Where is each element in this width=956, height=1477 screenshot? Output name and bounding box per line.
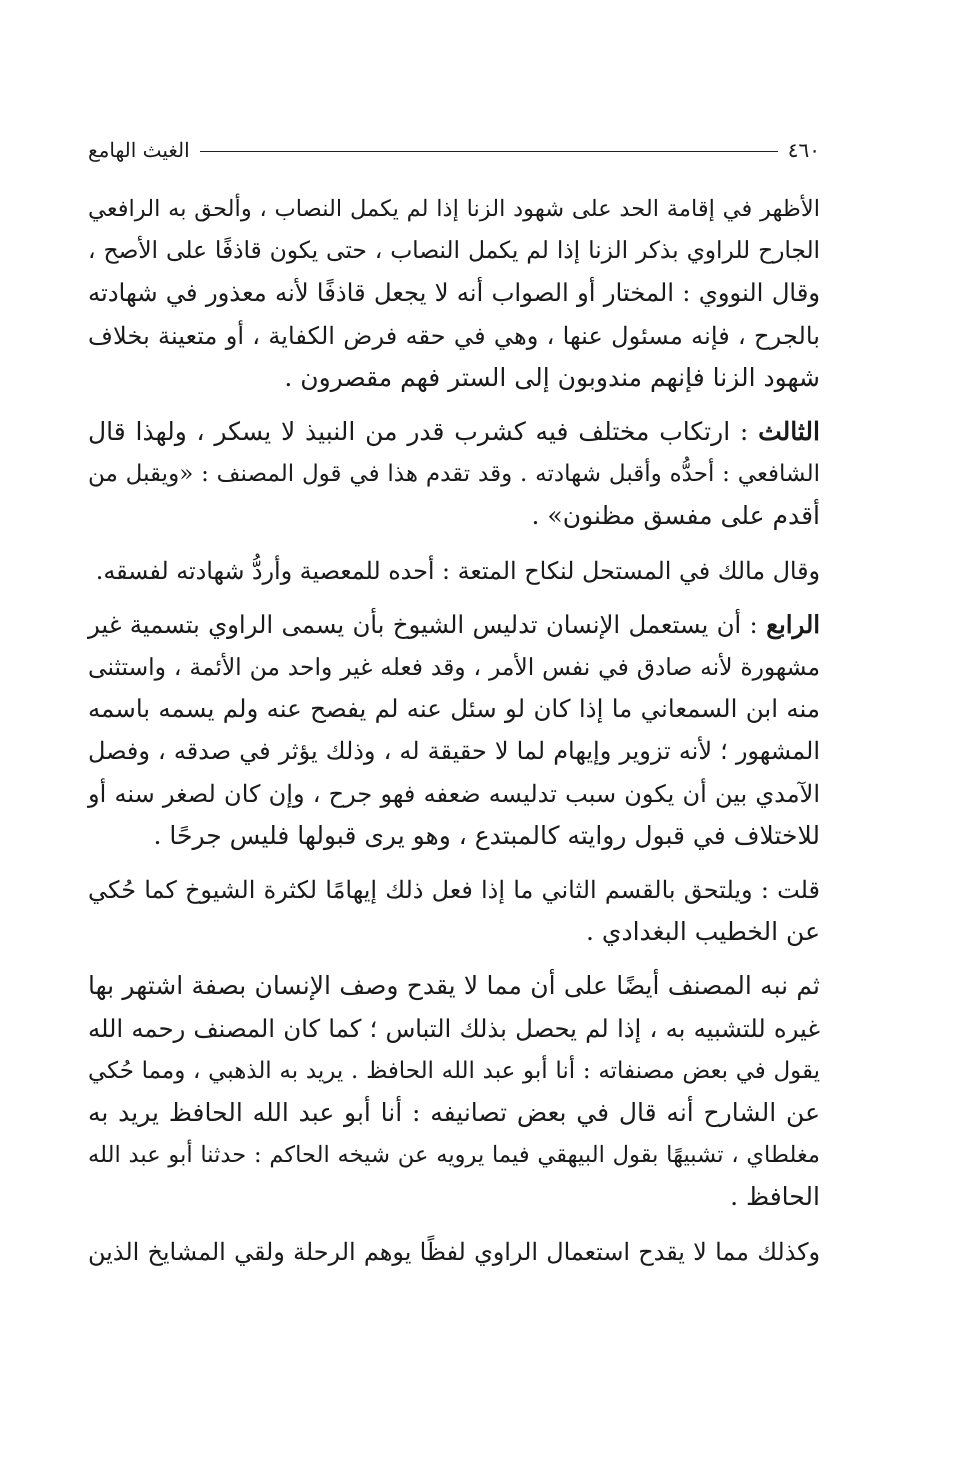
text-line: للاختلاف في قبول روايته كالمبتدع ، وهو يرى قبولها فليس جرحًا .	[153, 820, 820, 850]
text-line: عن الخطيب البغدادي .	[586, 917, 820, 947]
text-line: غيره للتشبيه به ، إذا لم يحصل بذلك التباس ؛ كما كان المصنف رحمه الله	[88, 1013, 820, 1043]
header-rule	[200, 151, 778, 152]
text-line: الآمدي بين أن يكون سبب تدليسه ضعفه فهو جرح ، وإن كان لصغر سنه أو	[88, 779, 820, 808]
section-keyword: الرابع	[766, 609, 820, 639]
text-line	[88, 604, 820, 646]
text-line: بالجرح ، فإنه مسئول عنها ، وهي في حقه فرض الكفاية ، أو متعينة بخلاف	[88, 321, 820, 350]
text-line: يقول في بعض مصنفاته : أنا أبو عبد الله الحافظ . يريد به الذهبي ، ومما حُكي	[88, 1057, 820, 1084]
paragraph-6	[88, 965, 820, 1218]
paragraph-3	[88, 550, 820, 592]
document-page	[88, 122, 820, 1285]
text-line: الحافظ .	[730, 1182, 820, 1212]
text-line: قلت : ويلتحق بالقسم الثاني ما إذا فعل ذلك إيهامًا لكثرة الشيوخ كما حُكي	[88, 876, 820, 905]
text-line: مشهورة لأنه صادق في نفس الأمر ، وقد فعله غير واحد من الأئمة ، واستثنى	[88, 653, 820, 682]
paragraph-7	[88, 1231, 820, 1273]
text-line: الأظهر في إقامة الحد على شهود الزنا إذا لم يكمل النصاب ، وألحق به الرافعي	[88, 196, 820, 222]
text-run: : أن يستعمل الإنسان تدليس الشيوخ بأن يسمى الراوي بتسمية غير	[88, 609, 767, 639]
paragraph-4	[88, 604, 820, 857]
text-line: وقال مالك في المستحل لنكاح المتعة : أحده للمعصية وأردُّ شهادته لفسقه.	[95, 556, 820, 585]
text-line: المشهور ؛ لأنه تزوير وإيهام لما لا حقيقة له ، وذلك يؤثر في صدقه ، وفصل	[88, 737, 820, 766]
text-line: شهود الزنا فإنهم مندوبون إلى الستر فهم مقصرون .	[284, 362, 820, 392]
section-keyword: الثالث	[758, 417, 820, 447]
text-run: : ارتكاب مختلف فيه كشرب قدر من النبيذ لا يسكر ، ولهذا قال	[88, 417, 759, 447]
text-line: منه ابن السمعاني ما إذا كان لو سئل عنه لم يفصح عنه ولم يسمه باسمه	[88, 694, 820, 724]
running-header	[88, 122, 820, 162]
paragraph-2	[88, 411, 820, 538]
text-line: الجارح للراوي بذكر الزنا إذا لم يكمل النصاب ، حتى يكون قاذفًا على الأصح ،	[88, 237, 820, 265]
text-line: وقال النووي : المختار أو الصواب أنه لا يجعل قاذفًا لأنه معذور في شهادته	[88, 278, 820, 308]
page-number: ٤٦٠	[787, 138, 820, 162]
text-line: الشافعي : أحدُّه وأقبل شهادته . وقد تقدم هذا في قول المصنف : «ويقبل من	[88, 461, 820, 488]
body-text	[88, 188, 820, 1273]
text-line	[88, 411, 820, 453]
paragraph-1	[88, 188, 820, 399]
text-line: مغلطاي ، تشبيهًا بقول البيهقي فيما يرويه عن شيخه الحاكم : حدثنا أبو عبد الله	[88, 1142, 820, 1169]
book-title: الغيث الهامع	[88, 138, 190, 162]
text-line: عن الشارح أنه قال في بعض تصانيفه : أنا أبو عبد الله الحافظ يريد به	[88, 1098, 820, 1128]
paragraph-5	[88, 869, 820, 953]
text-line: ثم نبه المصنف أيضًا على أن مما لا يقدح وصف الإنسان بصفة اشتهر بها	[88, 971, 820, 1001]
text-line: وكذلك مما لا يقدح استعمال الراوي لفظًا يوهم الرحلة ولقي المشايخ الذين	[88, 1237, 820, 1266]
text-line: أقدم على مفسق مظنون» .	[531, 501, 820, 531]
